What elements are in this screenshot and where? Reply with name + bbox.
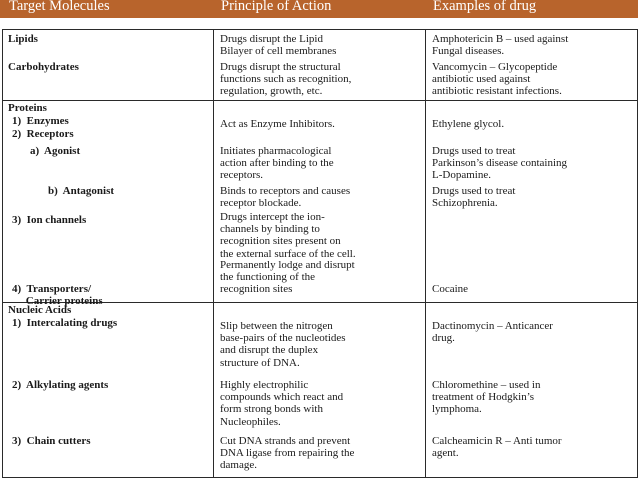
example-lipids: Amphotericin B – used against Fungal diseases. [432, 33, 569, 58]
principle-chain-cutters: Cut DNA strands and prevent DNA ligase from repairing the damage. [220, 435, 355, 472]
example-agonist: Drugs used to treat Parkinson’s disease containing L-Dopamine. [432, 145, 568, 182]
target-agonist: a) Agonist [30, 145, 81, 157]
principle-antagonist: Binds to receptors and causes receptor blockade. [220, 185, 351, 210]
target-ion-channels: 3) Ion channels [12, 214, 87, 226]
example-carbohydrates: Vancomycin – Glycopeptide antibiotic used against antibiotic resistant infections. [432, 61, 562, 98]
header-principle-of-action: Principle of Action [221, 0, 332, 14]
example-transporters: Cocaine [432, 283, 469, 295]
principle-lipids: Drugs disrupt the Lipid Bilayer of cell membranes [220, 33, 337, 58]
principle-carbohydrates: Drugs disrupt the structural functions such as recognition, regulation, growth, etc. [220, 61, 352, 98]
principle-intercalating-drugs: Slip between the nitrogen base-pairs of the nucleotides and disrupt the duplex structure of DNA. [220, 320, 346, 369]
target-alkylating-agents: 2) Alkylating agents [12, 379, 109, 391]
principle-ion-channels: Drugs intercept the ion- channels by binding to recognition sites present on the external surface of the cell. [220, 211, 356, 260]
principle-agonist: Initiates pharmacological action after binding to the receptors. [220, 145, 334, 182]
principle-transporters: Permanently lodge and disrupt the functioning of the recognition sites [220, 259, 355, 296]
header-target-molecules: Target Molecules [9, 0, 110, 14]
target-enzymes: 1) Enzymes [12, 115, 69, 127]
target-lipids: Lipids [8, 33, 38, 45]
target-antagonist: b) Antagonist [48, 185, 115, 197]
table-header [0, 0, 638, 18]
example-chain-cutters: Calcheamicin R – Anti tumor agent. [432, 435, 562, 460]
divider-proteins [2, 100, 638, 101]
target-carbohydrates: Carbohydrates [8, 61, 79, 73]
example-alkylating-agents: Chloromethine – used in treatment of Hodgkin’s lymphoma. [432, 379, 541, 416]
target-transporters: 4) Transporters/ Carrier proteins [12, 283, 103, 308]
example-intercalating-drugs: Dactinomycin – Anticancer drug. [432, 320, 553, 345]
table-left-border [2, 29, 3, 478]
column-divider-2 [425, 29, 426, 478]
principle-enzymes: Act as Enzyme Inhibitors. [220, 118, 335, 130]
section-proteins: Proteins [8, 102, 47, 114]
target-receptors: 2) Receptors [12, 128, 74, 140]
example-enzymes: Ethylene glycol. [432, 118, 505, 130]
drug-target-table [0, 29, 638, 478]
target-intercalating-drugs: 1) Intercalating drugs [12, 317, 118, 329]
column-divider-1 [213, 29, 214, 478]
example-antagonist: Drugs used to treat Schizophrenia. [432, 185, 516, 210]
table-top-border [2, 29, 638, 30]
target-chain-cutters: 3) Chain cutters [12, 435, 91, 447]
section-nucleic-acids: Nucleic Acids [8, 304, 72, 316]
header-examples-of-drug: Examples of drug [433, 0, 537, 14]
principle-alkylating-agents: Highly electrophilic compounds which react and form strong bonds with Nucleophiles. [220, 379, 344, 428]
